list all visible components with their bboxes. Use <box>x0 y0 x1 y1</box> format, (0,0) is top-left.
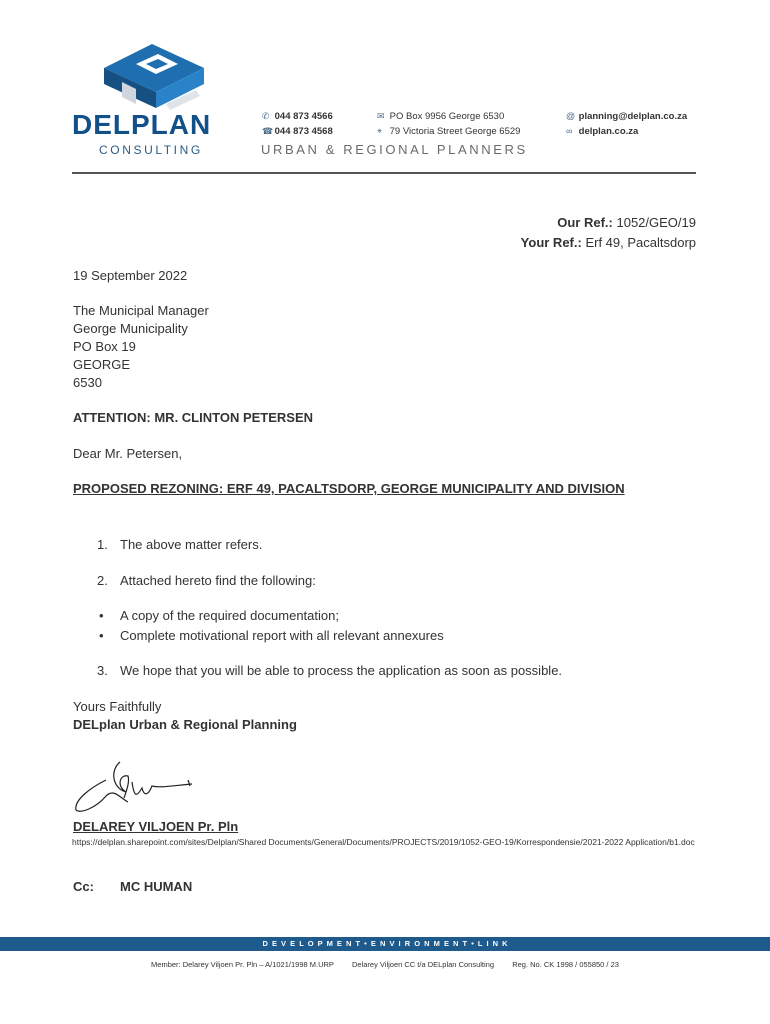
footer-band <box>0 937 770 951</box>
fax-icon: ☎ <box>262 126 274 136</box>
list-item: 1. The above matter refers. <box>97 537 263 552</box>
header-divider <box>72 172 696 174</box>
cc-value: MC HUMAN <box>120 879 193 894</box>
brand-name: DELPLAN <box>72 109 212 140</box>
postal-address: ✉ PO Box 9956 George 6530 <box>377 111 505 122</box>
company-name: DELplan Urban & Regional Planning <box>73 717 297 732</box>
footer-band-text: D E V E L O P M E N T • E N V I R O N M E N T • L I N K <box>262 939 508 948</box>
address-line: The Municipal Manager <box>73 303 209 318</box>
handwritten-signature <box>70 752 200 816</box>
company-registration-name: Delarey Viljoen CC t/a DELplan Consulting <box>351 960 495 969</box>
subject-line: PROPOSED REZONING: ERF 49, PACALTSDORP, GEORGE MUNICIPALITY AND DIVISION <box>73 481 625 496</box>
location-pin-icon: ⌖ <box>377 126 383 136</box>
references <box>521 213 696 253</box>
cc-label: Cc: <box>73 879 94 894</box>
at-icon: @ <box>566 111 576 121</box>
registration-number: Reg. No. CK 1998 / 055850 / 23 <box>512 960 619 969</box>
footer-details <box>0 960 770 969</box>
closing: Yours Faithfully <box>73 699 162 714</box>
letter-date: 19 September 2022 <box>73 268 188 283</box>
address-line: PO Box 19 <box>73 339 136 354</box>
street-address: ⌖ 79 Victoria Street George 6529 <box>377 126 521 137</box>
phone-2: ☎ 044 873 4568 <box>262 126 333 137</box>
website[interactable]: ∞ delplan.co.za <box>566 126 639 137</box>
address-line: GEORGE <box>73 357 131 372</box>
address-line: 6530 <box>73 375 102 390</box>
our-ref: Our Ref.: 1052/GEO/19 <box>557 215 696 230</box>
file-path: https://delplan.sharepoint.com/sites/Delplan/Shared Documents/General/Documents/PROJECTS/2019/1052-GEO-19/Korrespondensie/2021-2022 Application/b1.doc <box>72 837 695 847</box>
member-info: Member: Delarey Viljoen Pr. Pln – A/1021/1998 M.URP <box>151 960 334 969</box>
delplan-logo-icon <box>96 42 212 118</box>
your-ref: Your Ref.: Erf 49, Pacaltsdorp <box>520 235 696 250</box>
bullet-item: • A copy of the required documentation; <box>99 608 339 623</box>
email[interactable]: @ planning@delplan.co.za <box>566 111 688 122</box>
phone-1: ✆ 044 873 4566 <box>262 111 333 122</box>
brand-subtitle: CONSULTING <box>99 143 203 157</box>
attention-line: ATTENTION: MR. CLINTON PETERSEN <box>73 410 314 425</box>
bullet-item: • Complete motivational report with all relevant annexures <box>99 628 444 643</box>
recipient-address <box>73 302 209 392</box>
list-item: 2. Attached hereto find the following: <box>97 573 316 588</box>
tagline: URBAN & REGIONAL PLANNERS <box>261 142 528 157</box>
salutation: Dear Mr. Petersen, <box>73 446 183 461</box>
mail-icon: ✉ <box>377 111 385 121</box>
list-item: 3. We hope that you will be able to process the application as soon as possible. <box>97 663 563 678</box>
link-icon: ∞ <box>566 126 573 136</box>
address-line: George Municipality <box>73 321 188 336</box>
signatory-name: DELAREY VILJOEN Pr. Pln <box>73 819 239 834</box>
phone-icon: ✆ <box>262 111 270 121</box>
